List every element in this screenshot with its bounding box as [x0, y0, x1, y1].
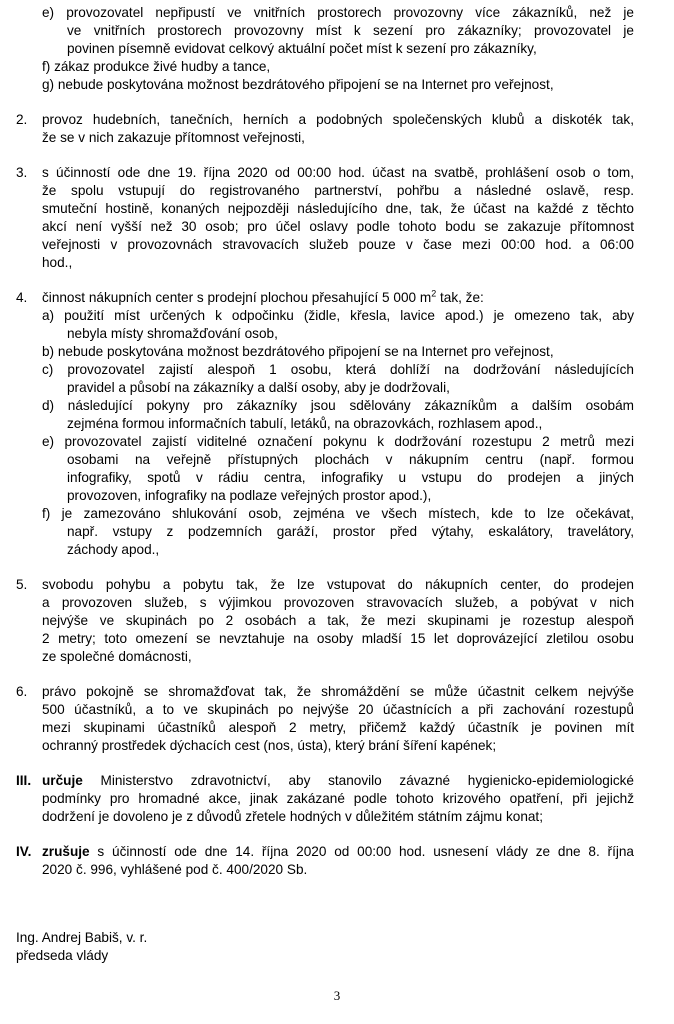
- text-line: zrušuje s účinností ode dne 14. října 2020 od 00:00 hod. usnesení vlády ze dne 8. října: [42, 844, 634, 859]
- text-line: a) použití míst určených k odpočinku (židle, křesla, lavice apod.) je omezeno tak, aby: [42, 308, 634, 323]
- text-line: činnost nákupních center s prodejní plochou přesahující 5 000 $m^2$ tak, že:: [42, 288, 484, 305]
- text-line: f) je zamezováno shlukování osob, zejména ve všech místech, kde to lze očekávat,: [42, 506, 634, 521]
- text-line: určuje Ministerstvo zdravotnictví, aby stanovilo závazné hygienicko-epidemiologické: [42, 773, 634, 788]
- text-line: 5.: [16, 577, 28, 592]
- text-line: 4.: [16, 290, 28, 305]
- text-line: osobami na veřejně přístupných plochách v nákupním centru (např. formou: [67, 452, 634, 467]
- text-line: mezi skupinami účastníků alespoň 2 metry, přičemž každý účastník je povinen mít: [42, 720, 634, 735]
- text-line: e) provozovatel zajistí viditelné označení pokynu k dodržování rozestupu 2 metrů mezi: [42, 434, 634, 449]
- text-line: např. vstupy z podzemních garáží, prostor před výtahy, eskalátory, travelátory,: [67, 524, 634, 539]
- text-line: c) provozovatel zajistí alespoň 1 osobu, která dohlíží na dodržování následujících: [42, 362, 634, 377]
- text-line: IV.: [16, 844, 32, 859]
- text-line: že spolu vstupují do registrovaného partnerství, pohřbu a následné oslavě, resp.: [42, 183, 634, 198]
- text-line: hod.,: [42, 255, 73, 270]
- text-line: svobodu pohybu a pobytu tak, že lze vstupovat do nákupních center, do prodejen: [42, 577, 634, 592]
- text-line: nebyla místy shromažďování osob,: [67, 326, 278, 341]
- text-line: e) provozovatel nepřipustí ve vnitřních prostorech provozovny více zákazníků, než je: [42, 5, 634, 20]
- text-line: veřejnosti v provozovnách stravovacích služeb pouze v čase mezi 00:00 hod. a 06:00: [42, 237, 634, 252]
- text-line: ve vnitřních prostorech provozovny míst k sezení pro zákazníky; provozovatel je: [67, 23, 634, 38]
- text-line: 6.: [16, 684, 28, 699]
- text-line: Ing. Andrej Babiš, v. r.: [16, 930, 148, 945]
- text-line: smuteční hostině, konaných nejpozději následujícího dne, tak, že účast na každé z těchto: [42, 201, 634, 216]
- text-line: provoz hudebních, tanečních, herních a podobných společenských klubů a diskoték tak,: [42, 112, 634, 127]
- text-line: s účinností ode dne 19. října 2020 od 00:00 hod. účast na svatbě, prohlášení osob o tom,: [42, 165, 634, 180]
- text-line: ochranný prostředek dýchacích cest (nos, ústa), který brání šíření kapének;: [42, 738, 497, 753]
- text-line: 2 metry; toto omezení se nevztahuje na osoby mladší 15 let doprovázející zletilou osobu: [42, 631, 634, 646]
- text-line: 2020 č. 996, vyhlášené pod č. 400/2020 Sb.: [42, 862, 308, 877]
- text-line: zejména formou informačních tabulí, letáků, na obrazovkách, rozhlasem apod.,: [67, 416, 543, 431]
- text-line: d) následující pokyny pro zákazníky jsou sdělovány zákazníkům a dalším osobám: [42, 398, 634, 413]
- text-line: záchody apod.,: [67, 542, 160, 557]
- text-line: a provozoven služeb, s výjimkou provozoven stravovacích služeb, a pobývat v nich: [42, 595, 634, 610]
- text-line: ze společné domácnosti,: [42, 649, 192, 664]
- text-line: 500 účastníků, a to ve skupinách po nejvýše 20 účastnících a při zachování rozestupů: [42, 702, 634, 717]
- text-line: dodržení je dovoleno je z důvodů zřetele hodných v důležitém státním zájmu konat;: [42, 809, 543, 824]
- text-line: 3.: [16, 165, 28, 180]
- text-line: g) nebude poskytována možnost bezdrátového připojení se na Internet pro veřejnost,: [42, 77, 554, 92]
- text-line: akcí není vyšší než 30 osob; pro účel oslavy podle tohoto bodu se zakazuje přítomnost: [42, 219, 634, 234]
- text-line: podmínky pro hromadné akce, jinak zakázané podle tohoto krizového opatření, při jejichž: [42, 791, 634, 806]
- text-line: f) zákaz produkce živé hudby a tance,: [42, 59, 271, 74]
- text-line: právo pokojně se shromažďovat tak, že shromáždění se může účastnit celkem nejvýše: [42, 684, 634, 699]
- text-line: nejvýše ve skupinách po 2 osobách a tak, že mezi skupinami je rozestup alespoň: [42, 613, 634, 628]
- text-line: III.: [16, 773, 32, 788]
- text-line: b) nebude poskytována možnost bezdrátového připojení se na Internet pro veřejnost,: [42, 344, 554, 359]
- text-line: 2.: [16, 112, 28, 127]
- text-line: že se v nich zakazuje přítomnost veřejnosti,: [42, 130, 305, 145]
- page-number: 3: [333, 988, 341, 1003]
- text-line: provozoven, infografiky na podlaze veřejných prostor apod.),: [67, 488, 432, 503]
- text-line: předseda vlády: [16, 948, 109, 963]
- text-line: infografiky, spotů v rádiu centra, infografiky u vstupu do prodejen a jiných: [67, 470, 634, 485]
- text-line: povinen písemně evidovat celkový aktuální počet míst k sezení pro zákazníky,: [67, 41, 537, 56]
- text-line: pravidel a působí na zákazníky a další osoby, aby je dodržovali,: [67, 380, 450, 395]
